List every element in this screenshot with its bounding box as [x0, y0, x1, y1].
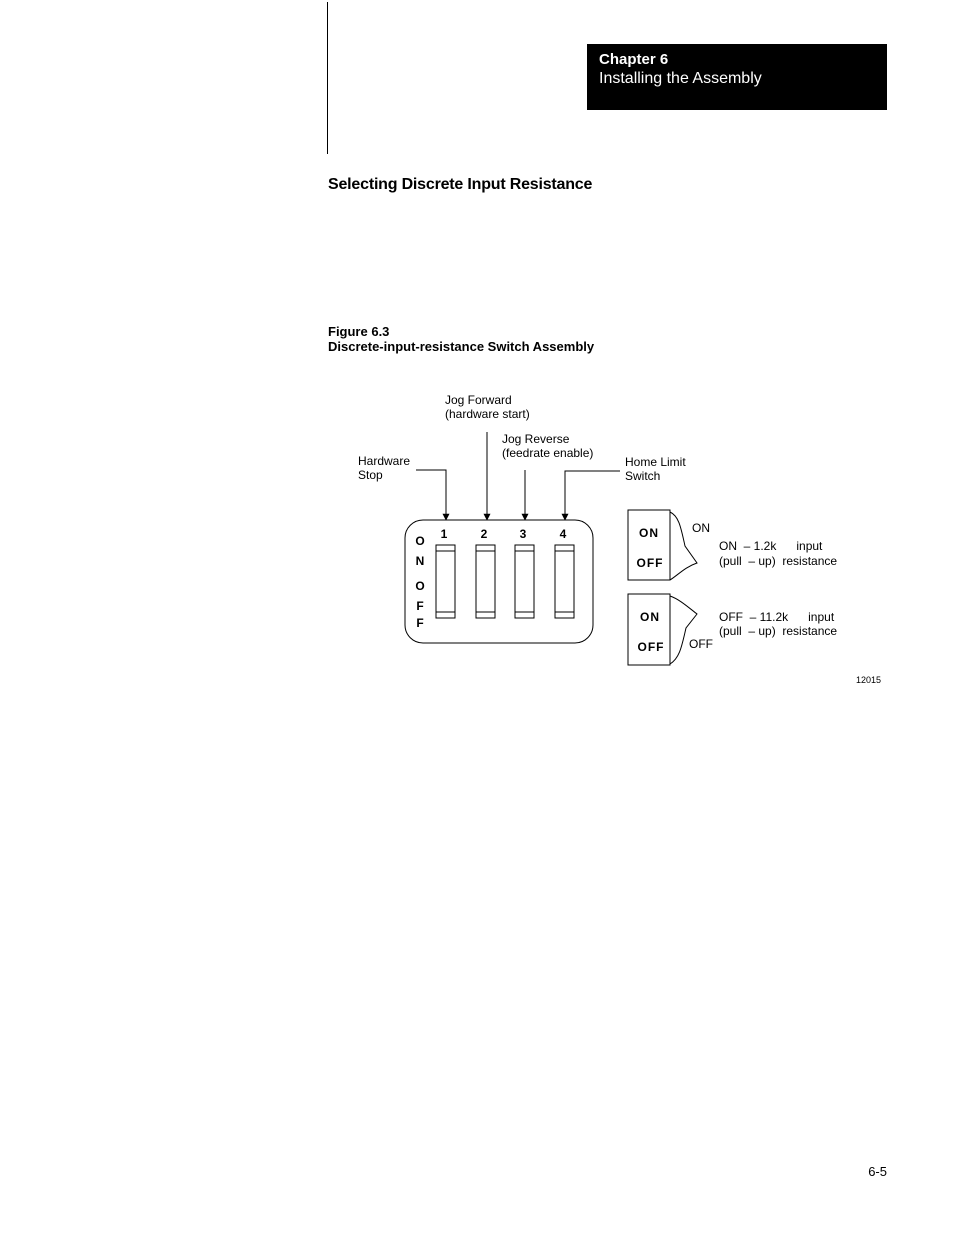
- callout-jog-forward-line1: Jog Forward: [445, 393, 512, 407]
- chapter-number: Chapter 6: [599, 51, 669, 68]
- switch-detail-on: [628, 510, 837, 580]
- switch-number-4: 4: [559, 527, 567, 541]
- detail-on-description-line2: (pull – up) resistance: [719, 554, 838, 568]
- slide-switch-4: [555, 545, 574, 618]
- slide-switch-3: [515, 545, 534, 618]
- on-label-letter: O: [415, 534, 425, 548]
- detail-on-side-label: ON: [692, 521, 710, 535]
- detail-off-description-line2: (pull – up) resistance: [719, 624, 838, 638]
- slide-switch-2: [476, 545, 495, 618]
- callout-home-limit-line1: Home Limit: [625, 455, 686, 469]
- figure-id: 12015: [856, 675, 882, 685]
- detail-off-top-label: ON: [640, 610, 660, 624]
- callout-jog-reverse-line2: (feedrate enable): [502, 446, 594, 460]
- callout-jog-reverse-line1: Jog Reverse: [502, 432, 570, 446]
- detail-on-bottom-label: OFF: [636, 556, 664, 570]
- switch-number-3: 3: [519, 527, 527, 541]
- off-label-letter: F: [416, 599, 424, 613]
- arrow-switch-4: [565, 471, 620, 520]
- switch-number-2: 2: [480, 527, 488, 541]
- section-heading: Selecting Discrete Input Resistance: [328, 176, 593, 193]
- off-label-letter: O: [415, 579, 425, 593]
- figure-title: Discrete-input-resistance Switch Assembly: [328, 339, 595, 354]
- detail-on-top-label: ON: [639, 526, 659, 540]
- chapter-title: Installing the Assembly: [599, 70, 762, 87]
- off-label-letter: F: [416, 616, 424, 630]
- detail-off-side-label: OFF: [689, 637, 713, 651]
- switch-detail-off: [628, 594, 837, 665]
- callout-jog-forward-line2: (hardware start): [445, 407, 530, 421]
- callout-home-limit-line2: Switch: [625, 469, 661, 483]
- detail-on-description-line1: ON – 1.2k input: [719, 539, 823, 553]
- switch-number-1: 1: [440, 527, 448, 541]
- arrow-switch-1: [416, 470, 446, 520]
- callout-hardware-stop-line2: Stop: [358, 468, 383, 482]
- page-number: 6-5: [868, 1164, 887, 1179]
- detail-off-description-line1: OFF – 11.2k input: [719, 610, 835, 624]
- slide-switch-1: [436, 545, 455, 618]
- detail-off-bottom-label: OFF: [637, 640, 665, 654]
- callout-hardware-stop-line1: Hardware: [358, 454, 411, 468]
- figure-number: Figure 6.3: [328, 324, 390, 339]
- on-label-letter: N: [415, 554, 425, 568]
